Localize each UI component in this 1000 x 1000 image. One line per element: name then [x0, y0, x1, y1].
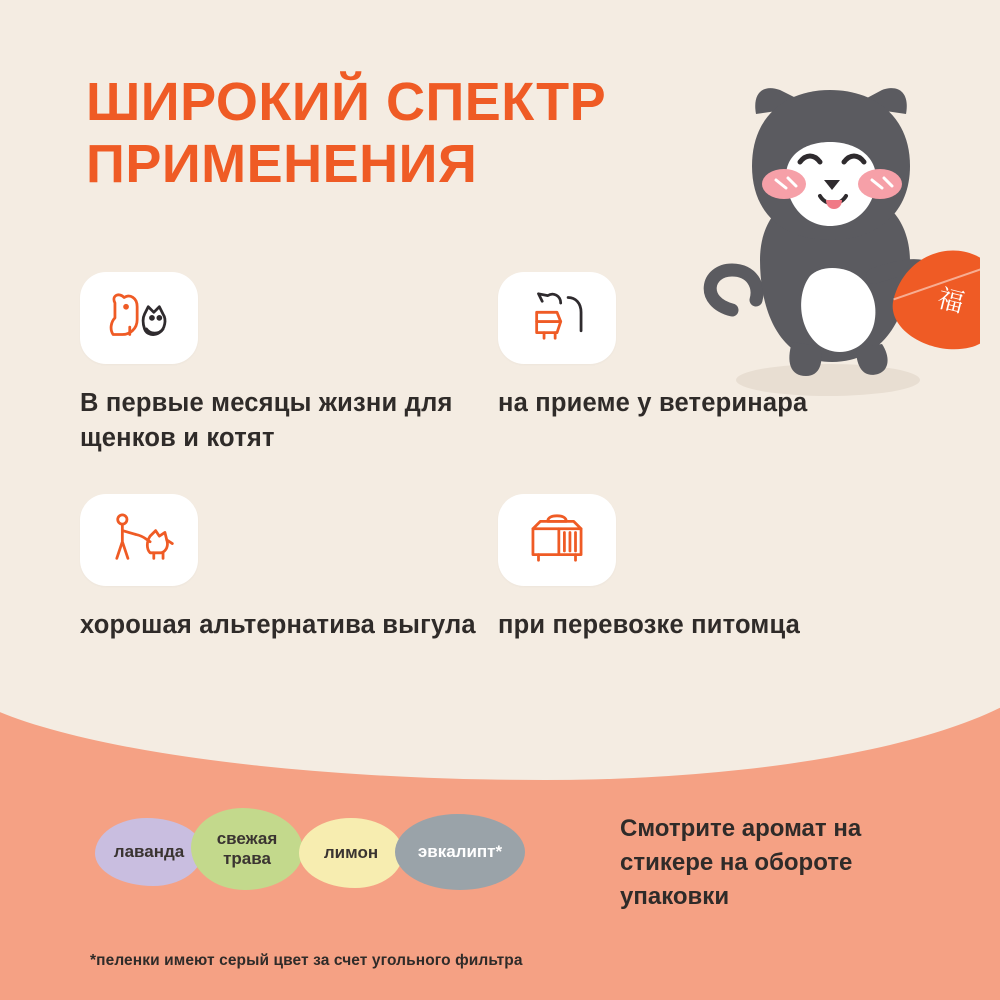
aroma-note: Смотрите аромат на стикере на обороте упаковки	[620, 815, 862, 911]
feature-item	[498, 494, 918, 643]
scent-tag-lemon: лимон	[299, 818, 403, 888]
dog-walking-icon	[102, 510, 176, 571]
footnote: *пеленки имеют серый цвет за счет угольного фильтра	[90, 952, 523, 969]
icon-card	[80, 272, 198, 364]
feature-item	[80, 272, 500, 456]
svg-text:福: 福	[934, 283, 968, 320]
icon-card	[80, 494, 198, 586]
feature-label: при перевозке питомца	[498, 611, 801, 639]
feature-label: В первые месяцы жизни для щенков и котят	[80, 389, 453, 453]
scent-tag-list	[95, 808, 595, 898]
scent-tag-eucalyptus: эвкалипт*	[395, 814, 525, 890]
vet-exam-icon	[520, 288, 594, 349]
feature-item	[498, 272, 918, 421]
feature-label: на приеме у ветеринара	[498, 389, 808, 417]
pet-carrier-icon	[520, 510, 594, 571]
page-title: ШИРОКИЙ СПЕКТР ПРИМЕНЕНИЯ	[86, 72, 607, 194]
feature-item	[80, 494, 500, 643]
icon-card	[498, 272, 616, 364]
feature-label: хорошая альтернатива выгула	[80, 611, 476, 639]
icon-card	[498, 494, 616, 586]
scent-tag-fresh-grass: свежая трава	[191, 808, 303, 890]
puppy-kitten-icon	[102, 288, 176, 349]
scent-tag-lavender: лаванда	[95, 818, 203, 886]
